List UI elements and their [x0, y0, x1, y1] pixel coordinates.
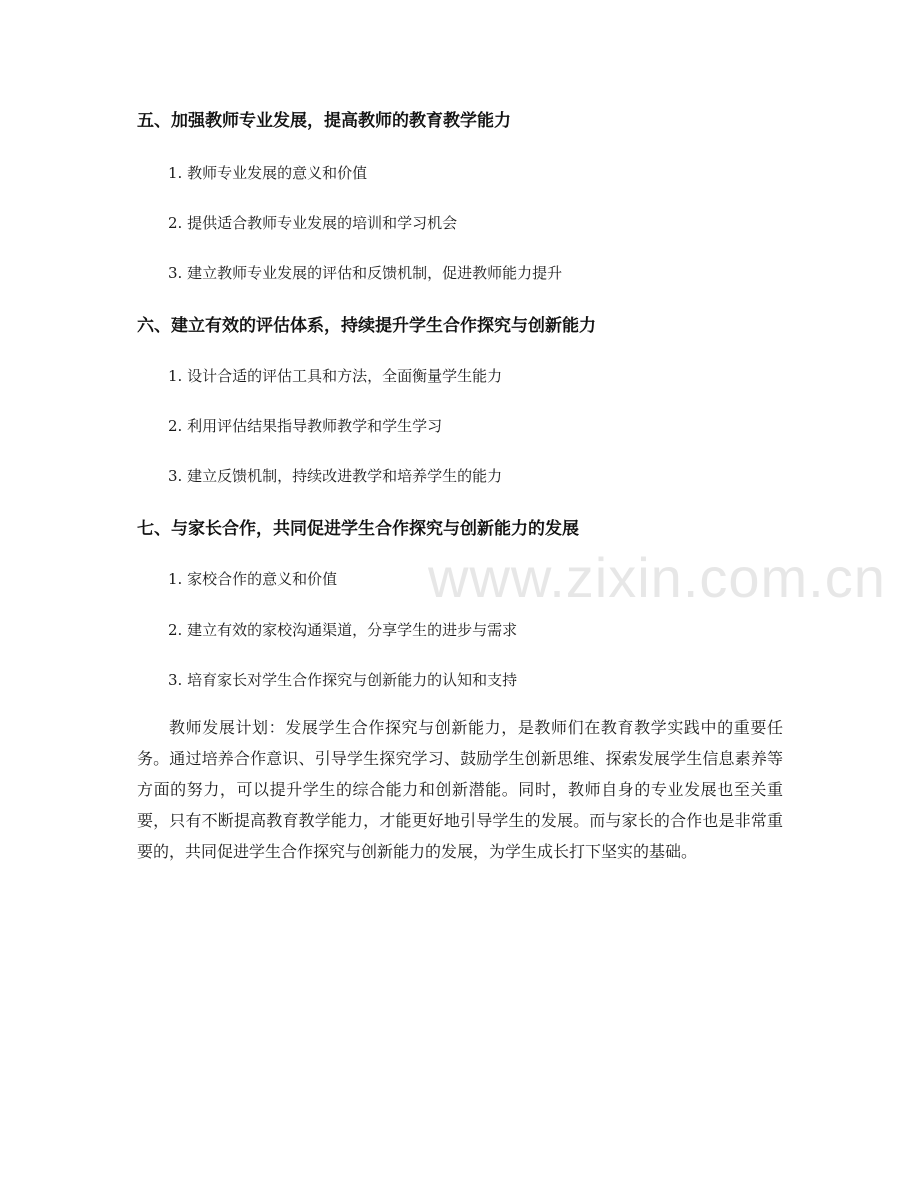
- list-item: 1. 家校合作的意义和价值: [168, 570, 338, 588]
- list-item: 3. 培育家长对学生合作探究与创新能力的认知和支持: [168, 671, 518, 689]
- section-heading-7: 七、与家长合作，共同促进学生合作探究与创新能力的发展: [137, 519, 579, 539]
- section-heading-5: 五、加强教师专业发展，提高教师的教育教学能力: [137, 111, 511, 131]
- list-item: 2. 建立有效的家校沟通渠道，分享学生的进步与需求: [168, 621, 518, 639]
- list-item: 3. 建立反馈机制，持续改进教学和培养学生的能力: [168, 467, 503, 485]
- list-item: 3. 建立教师专业发展的评估和反馈机制，促进教师能力提升: [168, 264, 563, 282]
- summary-paragraph: 教师发展计划：发展学生合作探究与创新能力，是教师们在教育教学实践中的重要任务。通过培养合作意识、引导学生探究学习、鼓励学生创新思维、探索发展学生信息素养等方面的努力，可以提升学生的综合能力和创新潜能。同时，教师自身的专业发展也至关重要，只有不断提高教育教学能力，才能更好地引导学生的发展。而与家长的合作也是非常重要的，共同促进学生合作探究与创新能力的发展，为学生成长打下坚实的基础。: [137, 718, 783, 861]
- list-item: 1. 教师专业发展的意义和价值: [168, 164, 368, 182]
- list-item: 2. 提供适合教师专业发展的培训和学习机会: [168, 214, 458, 232]
- list-item: 2. 利用评估结果指导教师教学和学生学习: [168, 417, 443, 435]
- section-heading-6: 六、建立有效的评估体系，持续提升学生合作探究与创新能力: [137, 316, 596, 336]
- list-item: 1. 设计合适的评估工具和方法，全面衡量学生能力: [168, 367, 503, 385]
- watermark: www.zixin.com.cn: [428, 546, 886, 609]
